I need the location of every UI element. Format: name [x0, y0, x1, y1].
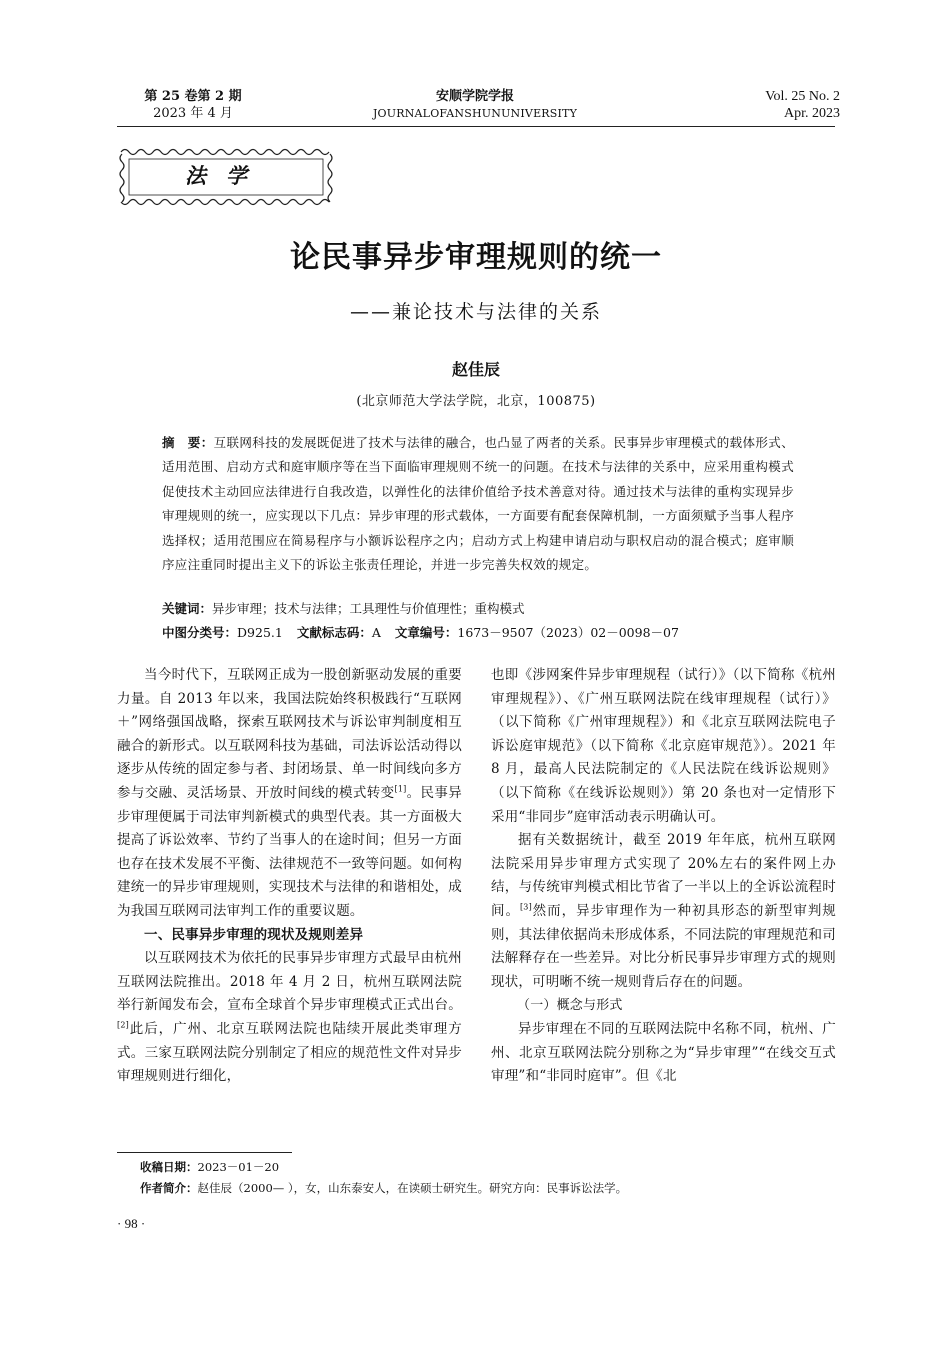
classification-line	[162, 621, 802, 645]
header-volume-info	[118, 88, 268, 122]
author-bio: 赵佳辰（2000— ），女，山东泰安人，在读硕士研究生。研究方向：民事诉讼法学。	[197, 1181, 628, 1195]
article-title: 论民事异步审理规则的统一	[290, 240, 662, 275]
body-paragraph: 异步审理在不同的互联网法院中名称不同，杭州、广州、北京互联网法院分别称之为“异步审理”“在线交互式审理”和“非同时庭审”。但《北	[491, 1020, 836, 1085]
received-label: 收稿日期：	[140, 1160, 198, 1174]
body-text: 然而，异步审理作为一种初具形态的新型审判规则，其法律依据尚未形成体系，不同法院的审理规范和司法解释存在一些差异。对比分析民事异步审理方式的规则现状，可明晰不统一规则背后存在的问题。	[491, 902, 836, 990]
article-id-label: 文章编号：	[394, 625, 458, 640]
received-date: 2023－01－20	[197, 1160, 280, 1174]
body-text: 。民事异步审理便属于司法审判新模式的典型代表。其一方面极大提高了诉讼效率、节约了当事人的在途时间；但另一方面也存在技术发展不平衡、法律规范不一致等问题。如何构建统一的异步审理规则，实现技术与法律的和谐相处，成为我国互联网司法审判工作的重要议题。	[117, 784, 462, 919]
body-right-column	[491, 664, 836, 1089]
keywords	[162, 597, 802, 621]
abstract	[162, 431, 794, 577]
clc-label: 中图分类号：	[162, 625, 238, 640]
section-label: 法学	[185, 163, 267, 188]
journal-name-cn: 安顺学院学报	[435, 89, 514, 104]
footnote-received	[140, 1159, 840, 1175]
body-paragraph	[117, 947, 462, 1089]
article-id-value: 1673－9507（2023）02－0098－07	[457, 625, 679, 640]
citation-ref: [3]	[519, 902, 532, 912]
clc-value: D925.1	[237, 625, 283, 640]
body-paragraph	[117, 664, 462, 924]
header-volume-en	[700, 88, 840, 122]
volume-issue: 第 25 卷第 2 期	[144, 89, 242, 104]
doc-code-value: A	[371, 625, 381, 640]
issue-date-en: Apr. 2023	[784, 106, 840, 121]
footnote-author	[140, 1180, 840, 1196]
body-text: 当今时代下，互联网正成为一股创新驱动发展的重要力量。自 2013 年以来，我国法院始终积极践行“互联网＋”网络强国战略，探索互联网技术与诉讼审判制度相互融合的新形式。以互联网科技为基础，司法诉讼活动得以逐步从传统的固定参与者、封闭场景、单一时间线向多方参与交融、灵活场景、开放时间线的模式转变	[117, 667, 462, 801]
body-text: 据有关数据统计，截至 2019 年年底，杭州互联网法院采用异步审理方式实现了 20%左右的案件网上办结，与传统审判模式相比节省了一半以上的全诉讼流程时间。	[491, 832, 836, 919]
body-paragraph	[491, 829, 836, 994]
author-name: 赵佳辰	[451, 360, 500, 379]
journal-name-en: JOURNALOFANSHUNUNIVERSITY	[372, 107, 578, 120]
footnote-rule	[117, 1152, 292, 1153]
author-bio-label: 作者简介：	[140, 1181, 198, 1195]
body-paragraph: 也即《涉网案件异步审理规程（试行）》（以下简称《杭州审理规程》）、《广州互联网法院在线审理规程（试行）》（以下简称《广州审理规程》）和《北京互联网法院电子诉讼庭审规范》（以下简称《北京庭审规范》）。2021 年 8 月，最高人民法院制定的《人民法院在线诉讼规则》（以下简称《在线诉讼规则》）第 20 条也对一定情形下采用“非同步”庭审活动表示明确认可。	[491, 667, 836, 825]
section-heading: 一、民事异步审理的现状及规则差异	[144, 926, 364, 943]
doc-code-label: 文献标志码：	[296, 625, 372, 640]
body-left-column	[117, 664, 462, 1089]
header-rule	[117, 126, 835, 127]
volume-issue-en: Vol. 25 No. 2	[765, 89, 840, 104]
header-journal	[330, 88, 620, 122]
keywords-text: 异步审理；技术与法律；工具理性与价值理性；重构模式	[212, 601, 525, 616]
abstract-text: 互联网科技的发展既促进了技术与法律的融合，也凸显了两者的关系。民事异步审理模式的载体形式、适用范围、启动方式和庭审顺序等在当下面临审理规则不统一的问题。在技术与法律的关系中，应采用重构模式促使技术主动回应法律进行自我改造，以弹性化的法律价值给予技术善意对待。通过技术与法律的重构实现异步审理规则的统一，应实现以下几点：异步审理的形式载体，一方面要有配套保障机制，一方面须赋予当事人程序选择权；适用范围应在简易程序与小额诉讼程序之内；启动方式上构建申请启动与职权启动的混合模式；庭审顺序应注重同时提出主义下的诉讼主张责任理论，并进一步完善失权效的规定。	[162, 435, 794, 573]
body-text: 此后，广州、北京互联网法院也陆续开展此类审理方式。三家互联网法院分别制定了相应的规范性文件对异步审理规则进行细化，	[117, 1020, 462, 1085]
article-subtitle: ——兼论技术与法律的关系	[349, 301, 602, 323]
body-text: 以互联网技术为依托的民事异步审理方式最早由杭州互联网法院推出。2018 年 4 月 2 日，杭州互联网法院举行新闻发布会，宣布全球首个异步审理模式正式出台。	[117, 950, 462, 1014]
author-affiliation: (北京师范大学法学院，北京，100875)	[356, 394, 596, 409]
issue-date: 2023 年 4 月	[153, 106, 233, 121]
page-number: · 98 ·	[117, 1216, 146, 1231]
abstract-label: 摘 要：	[162, 435, 214, 450]
citation-ref: [1]	[394, 784, 407, 794]
citation-ref: [2]	[117, 1020, 129, 1030]
keywords-label: 关键词：	[162, 601, 213, 616]
subsection-heading: （一）概念与形式	[517, 998, 623, 1014]
